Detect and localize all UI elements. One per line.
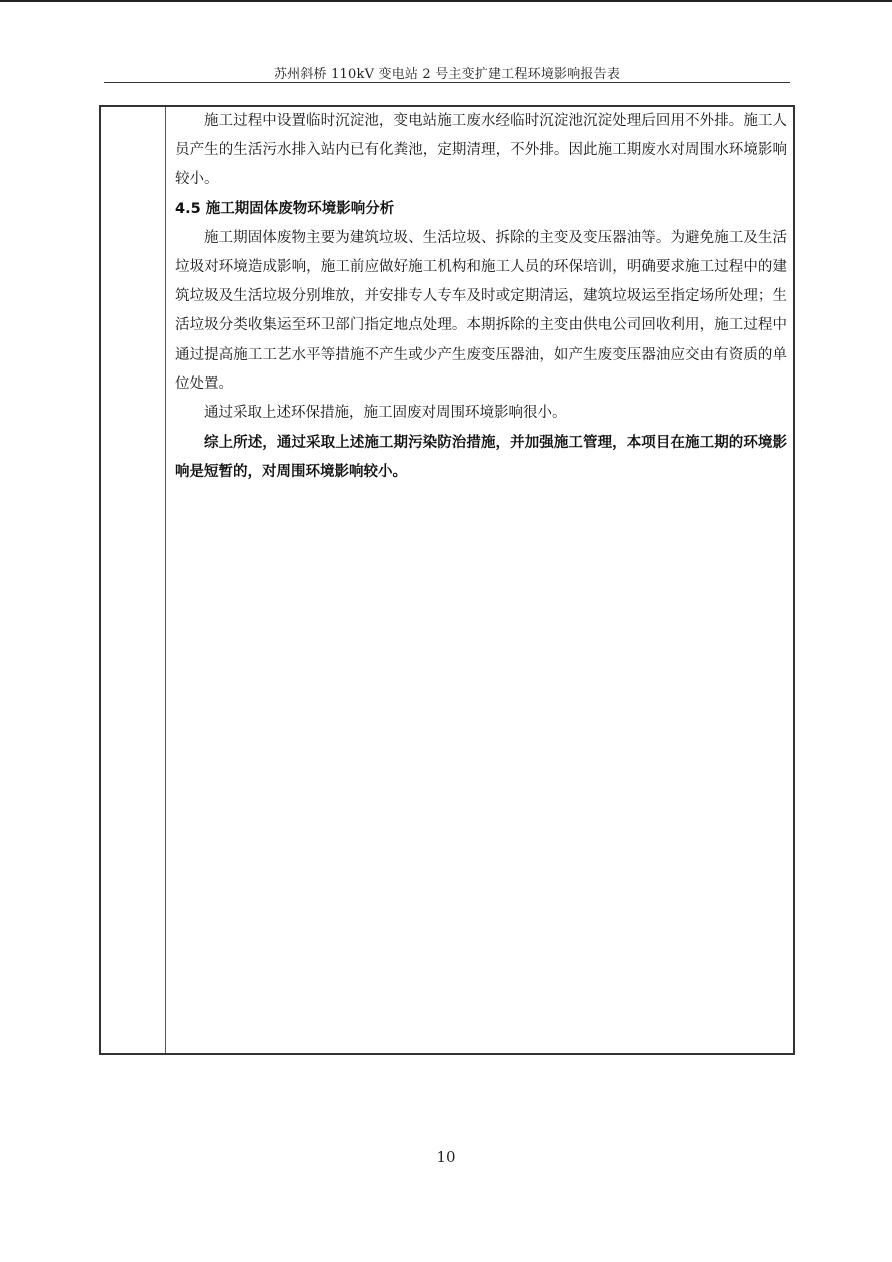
- document-header-title: 苏州斜桥 110kV 变电站 2 号主变扩建工程环境影响报告表: [273, 67, 621, 82]
- paragraph-solid-waste-conclusion: 通过采取上述环保措施，施工固废对周围环境影响很小。: [204, 405, 567, 422]
- paragraph-summary: 综上所述，通过采取上述施工期污染防治措施，并加强施工管理，本项目在施工期的环境影响是短暂的，对周围环境影响较小。: [175, 434, 787, 481]
- table-text-cell: [175, 107, 787, 487]
- top-border-rule: [0, 0, 892, 2]
- content-table: [99, 105, 795, 1055]
- table-left-column: [101, 107, 166, 1053]
- paragraph-wastewater: 施工过程中设置临时沉淀池，变电站施工废水经临时沉淀池沉淀处理后回用不外排。施工人员产生的生活污水排入站内已有化粪池，定期清理，不外排。因此施工期废水对周围水环境影响较小。: [175, 113, 787, 188]
- section-heading-solid-waste: 4.5 施工期固体废物环境影响分析: [175, 200, 395, 217]
- header-divider: [104, 82, 790, 83]
- page-number: 10: [436, 1148, 456, 1166]
- paragraph-solid-waste: 施工期固体废物主要为建筑垃圾、生活垃圾、拆除的主变及变压器油等。为避免施工及生活垃圾对环境造成影响，施工前应做好施工机构和施工人员的环保培训，明确要求施工过程中的建筑垃圾及生活垃圾分别堆放，并安排专人专车及时或定期清运，建筑垃圾运至指定场所处理；生活垃圾分类收集运至环卫部门指定地点处理。本期拆除的主变由供电公司回收利用，施工过程中通过提高施工工艺水平等措施不产生或少产生废变压器油，如产生废变压器油应交由有资质的单位处置。: [175, 229, 787, 392]
